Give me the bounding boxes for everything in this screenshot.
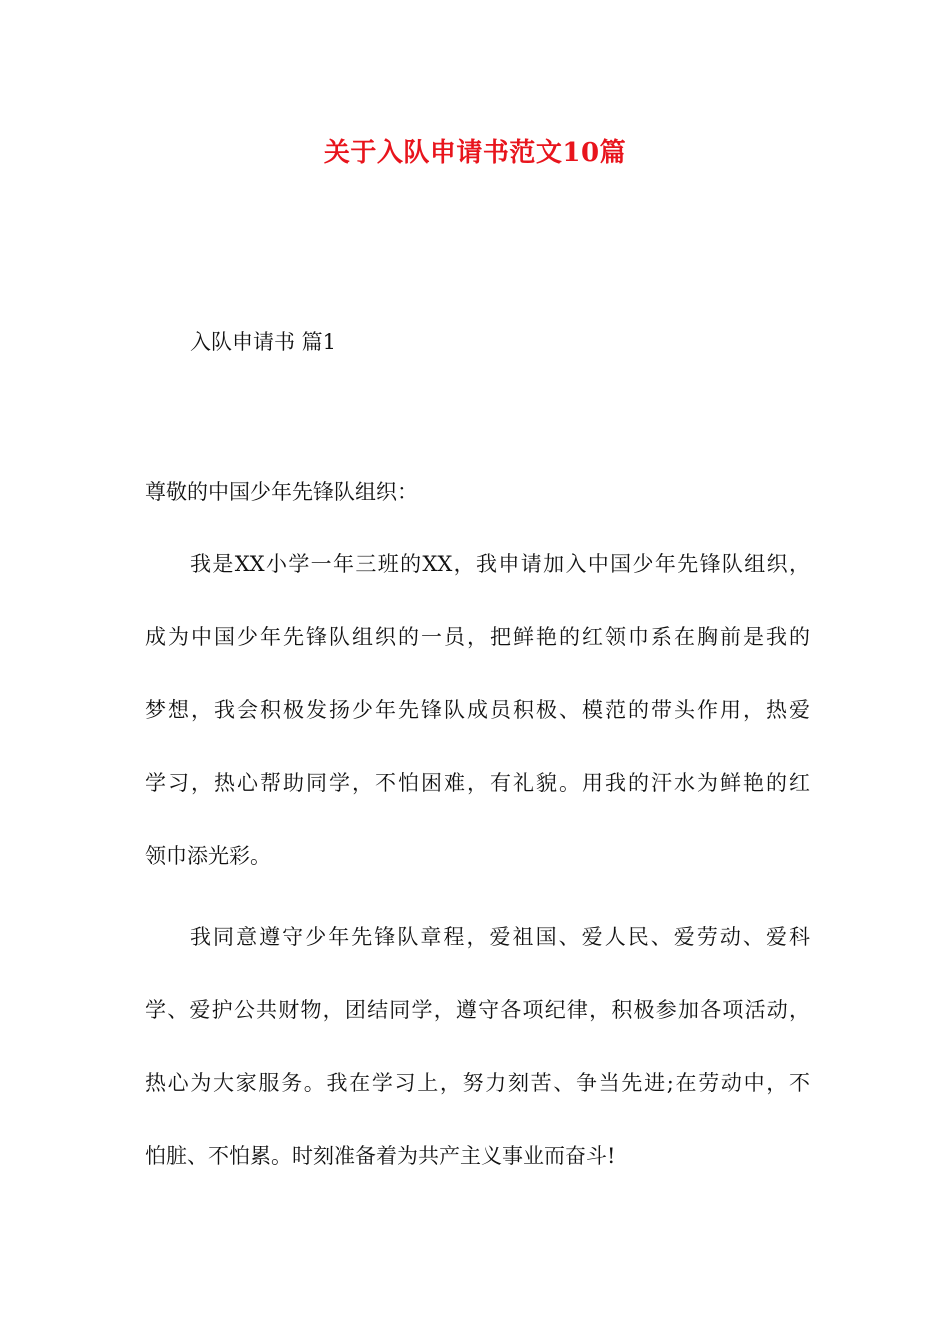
paragraph-2-line-4: 怕脏、不怕累。时刻准备着为共产主义事业而奋斗! xyxy=(145,1144,616,1168)
paragraph-2-line-1: 我同意遵守少年先锋队章程，爱祖国、爱人民、爱劳动、爱科 xyxy=(190,925,810,949)
paragraph-1-line-5: 领巾添光彩。 xyxy=(145,844,271,868)
paragraph-1-line-1: 我是XX小学一年三班的XX，我申请加入中国少年先锋队组织， xyxy=(190,552,810,576)
paragraph-2-line-2: 学、爱护公共财物，团结同学，遵守各项纪律，积极参加各项活动， xyxy=(145,998,810,1022)
paragraph-1-line-2: 成为中国少年先锋队组织的一员，把鲜艳的红领巾系在胸前是我的 xyxy=(145,625,810,649)
paragraph-2-line-3: 热心为大家服务。我在学习上，努力刻苦、争当先进;在劳动中，不 xyxy=(145,1071,810,1095)
document-title: 关于入队申请书范文10篇 xyxy=(323,138,627,168)
paragraph-1-line-3: 梦想，我会积极发扬少年先锋队成员积极、模范的带头作用，热爱 xyxy=(145,698,810,722)
salutation: 尊敬的中国少年先锋队组织： xyxy=(145,480,418,504)
paragraph-1-line-4: 学习，热心帮助同学，不怕困难，有礼貌。用我的汗水为鲜艳的红 xyxy=(145,771,810,795)
section-heading: 入队申请书 篇1 xyxy=(190,330,337,354)
